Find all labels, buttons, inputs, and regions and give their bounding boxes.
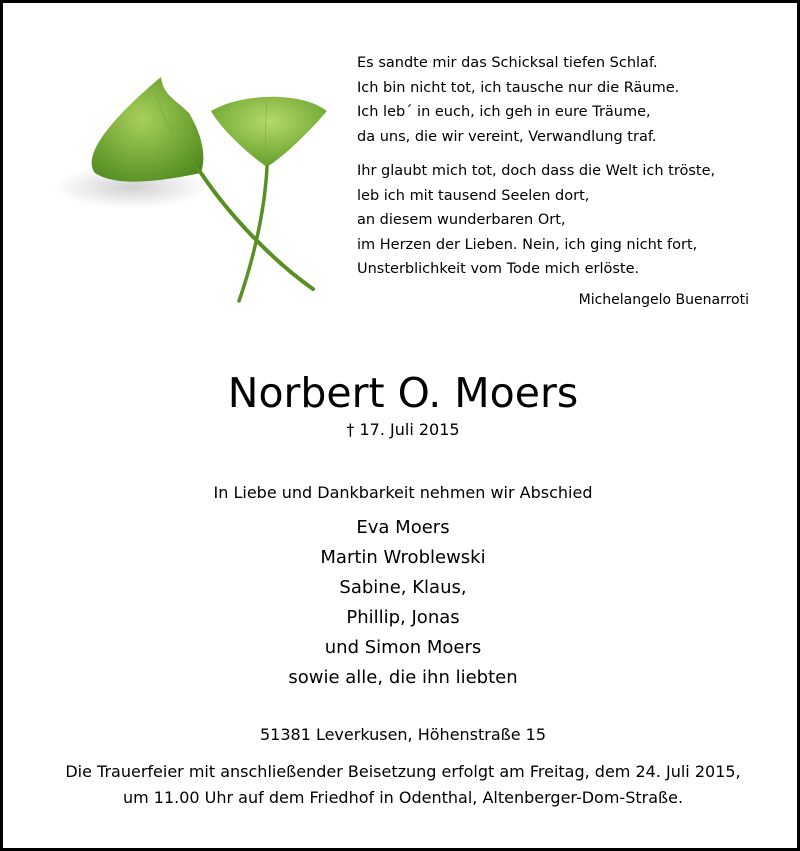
poem-line: da uns, die wir vereint, Verwandlung traf. xyxy=(357,128,657,145)
family-address: 51381 Leverkusen, Höhenstraße 15 xyxy=(259,725,547,744)
poem-line: Ihr glaubt mich tot, doch dass die Welt ich tröste, xyxy=(357,163,716,179)
leaf-right xyxy=(211,97,327,167)
death-date: † 17. Juli 2015 xyxy=(346,420,460,439)
deceased-name: Norbert O. Moers xyxy=(227,369,579,417)
poem-line: Ich leb´ in euch, ich geh in eure Träume, xyxy=(357,104,651,120)
poem-line: leb ich mit tausend Seelen dort, xyxy=(357,187,590,204)
leaf-left xyxy=(92,77,204,182)
ceremony-info xyxy=(3,759,800,811)
mourner-name: und Simon Moers xyxy=(324,637,482,658)
poem-line: Es sandte mir das Schicksal tiefen Schlaf. xyxy=(357,55,658,71)
poem-line: Unsterblichkeit vom Tode mich erlöste. xyxy=(357,261,640,277)
ceremony-line: Die Trauerfeier mit anschließender Beisetzung erfolgt am Freitag, dem 24. Juli 2015, xyxy=(65,762,741,781)
mourner-name: Eva Moers xyxy=(356,517,450,538)
poem-stanza-2 xyxy=(357,159,757,282)
mourner-name: Martin Wroblewski xyxy=(320,547,486,568)
poem-line: an diesem wunderbaren Ort, xyxy=(357,212,566,228)
poem xyxy=(357,51,757,292)
poem-line: Ich bin nicht tot, ich tausche nur die Räume. xyxy=(357,79,680,96)
farewell-text: In Liebe und Dankbarkeit nehmen wir Abschied xyxy=(213,483,593,502)
ginkgo-leaves-illustration xyxy=(51,55,341,315)
mourners-list xyxy=(3,513,800,693)
mourner-name: Phillip, Jonas xyxy=(346,607,460,628)
mourner-name: sowie alle, die ihn liebten xyxy=(288,667,518,688)
ceremony-line: um 11.00 Uhr auf dem Friedhof in Odenthal, Altenberger-Dom-Straße. xyxy=(122,788,684,807)
poem-author: Michelangelo Buenarroti xyxy=(578,292,749,308)
mourner-name: Sabine, Klaus, xyxy=(339,577,467,598)
poem-stanza-1 xyxy=(357,51,757,149)
poem-line: im Herzen der Lieben. Nein, ich ging nicht fort, xyxy=(357,236,698,253)
